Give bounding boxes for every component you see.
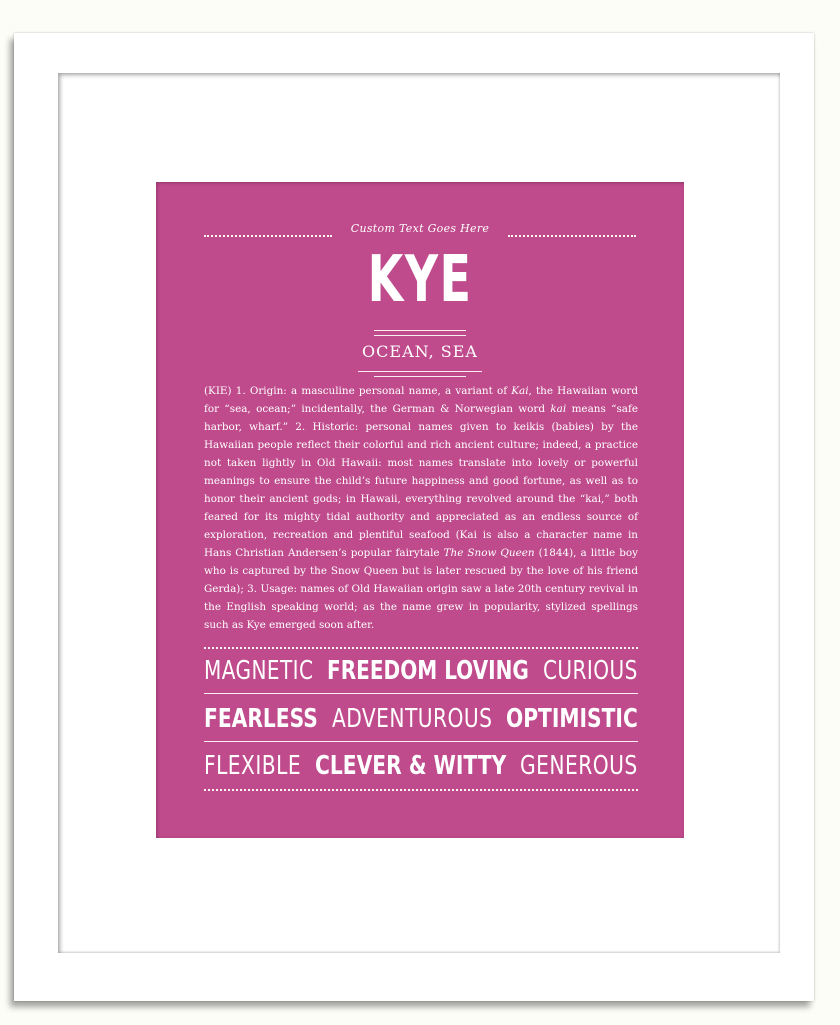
- custom-text: Custom Text Goes Here: [350, 222, 490, 235]
- trait-word: CURIOUS: [543, 656, 638, 686]
- traits-divider-1: [204, 693, 638, 694]
- meaning-underline-top: [358, 371, 482, 372]
- definition-text-run: means “safe harbor, wharf.” 2. Historic: personal names given to keikis (babies) by the Hawaiian people reflect their colorful and rich ancient culture; indeed, a practice not taken lightly in Old Hawaii: most names translate into lovely or powerful meanings to ensure the child’s future happiness and good fortune, as well as to honor their ancient gods; in Hawaii, everything revolved around the “kai,” both feared for its mighty tidal authority and appreciated as an endless source of exploration, recreation and plentiful seafood (Kai is also a character name in Hans Christian Andersen’s popular fairytale: [204, 403, 638, 559]
- trait-word: MAGNETIC: [204, 656, 314, 686]
- name-definition: [204, 382, 638, 634]
- definition-italic-run: kai: [550, 403, 567, 415]
- traits-divider-2: [204, 741, 638, 742]
- trait-word: OPTIMISTIC: [506, 704, 638, 734]
- frame-mat: [58, 73, 780, 953]
- name-title: KYE: [367, 243, 473, 317]
- definition-text-run: , the Hawaiian word for “sea, ocean;” incidentally, the German & Norwegian word: [204, 385, 639, 415]
- name-print: [156, 182, 684, 838]
- top-left-dotted-divider: [204, 235, 332, 237]
- trait-word: FEARLESS: [204, 704, 318, 734]
- definition-text-run: (1844), a little boy who is captured by the Snow Queen but is later rescued by the love of his friend Gerda); 3. Usage: names of Old Hawaiian origin saw a late 20th century revival in the English speaking world; as the name grew in popularity, stylized spellings such as Kye emerged soon after.: [204, 547, 638, 631]
- picture-frame: [14, 33, 814, 1001]
- traits-top-dotted-divider: [204, 647, 638, 649]
- name-meaning: OCEAN, SEA: [362, 342, 478, 361]
- traits-row-3: [204, 751, 638, 781]
- definition-italic-run: Kai: [511, 385, 529, 397]
- definition-italic-run: The Snow Queen: [443, 547, 535, 559]
- name-underline-top: [374, 330, 466, 331]
- trait-word: FREEDOM LOVING: [327, 656, 530, 686]
- trait-word: GENEROUS: [520, 751, 638, 781]
- trait-word: CLEVER & WITTY: [315, 751, 507, 781]
- top-right-dotted-divider: [508, 235, 636, 237]
- name-underline-bottom: [374, 335, 466, 336]
- traits-row-2: [204, 704, 638, 734]
- traits-row-1: [204, 656, 638, 686]
- trait-word: ADVENTUROUS: [331, 704, 493, 734]
- traits-bottom-dotted-divider: [204, 789, 638, 791]
- meaning-underline-bottom: [374, 376, 466, 377]
- definition-text-run: (KIE) 1. Origin: a masculine personal name, a variant of: [204, 385, 512, 397]
- trait-word: FLEXIBLE: [204, 751, 302, 781]
